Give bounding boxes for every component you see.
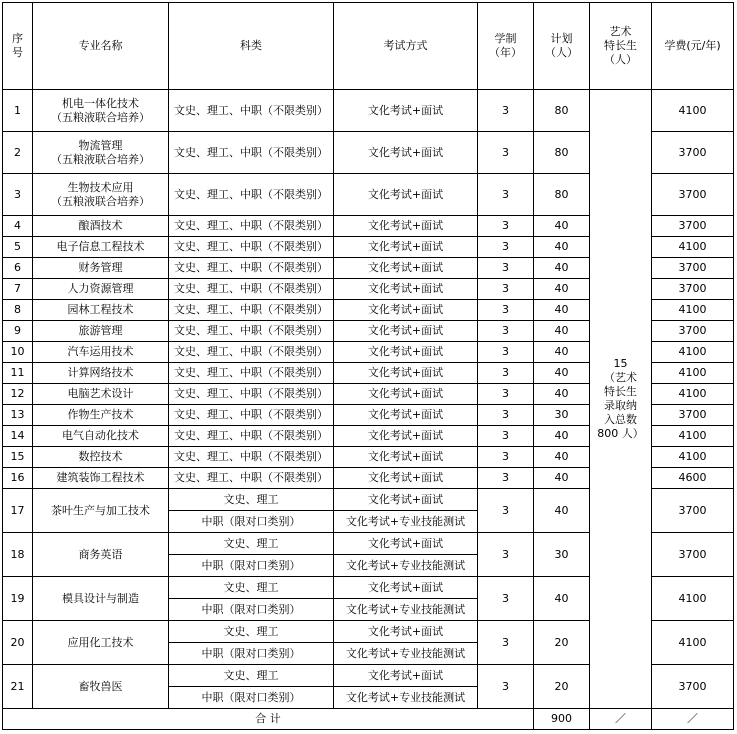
exam-method-cell: 文化考试+面试	[334, 132, 478, 174]
exam-method-cell: 文化考试+专业技能测试	[334, 555, 478, 577]
major-name: 应用化工技术	[33, 621, 169, 665]
exam-method-cell: 文化考试+面试	[334, 279, 478, 300]
plan-cell: 40	[534, 279, 590, 300]
tuition-cell: 3700	[652, 132, 734, 174]
tuition-cell: 4100	[652, 300, 734, 321]
exam-method-cell: 文化考试+面试	[334, 405, 478, 426]
category-cell: 文史、理工、中职（不限类别）	[169, 363, 334, 384]
exam-method-cell: 文化考试+面试	[334, 363, 478, 384]
plan-cell: 80	[534, 90, 590, 132]
years-cell: 3	[478, 621, 534, 665]
years-cell: 3	[478, 90, 534, 132]
tuition-cell: 3700	[652, 489, 734, 533]
exam-method-cell: 文化考试+面试	[334, 665, 478, 687]
major-name: 茶叶生产与加工技术	[33, 489, 169, 533]
plan-cell: 40	[534, 384, 590, 405]
category-cell: 文史、理工、中职（不限类别）	[169, 468, 334, 489]
row-no: 14	[3, 426, 33, 447]
major-name: 汽车运用技术	[33, 342, 169, 363]
category-cell: 文史、理工、中职（不限类别）	[169, 300, 334, 321]
major-name: 生物技术应用 （五粮液联合培养）	[33, 174, 169, 216]
major-name: 电气自动化技术	[33, 426, 169, 447]
tuition-cell: 3700	[652, 279, 734, 300]
major-name: 畜牧兽医	[33, 665, 169, 709]
major-name: 园林工程技术	[33, 300, 169, 321]
plan-cell: 30	[534, 533, 590, 577]
category-cell: 文史、理工、中职（不限类别）	[169, 384, 334, 405]
row-no: 16	[3, 468, 33, 489]
category-cell: 中职（限对口类别）	[169, 511, 334, 533]
years-cell: 3	[478, 533, 534, 577]
row-no: 21	[3, 665, 33, 709]
category-cell: 文史、理工、中职（不限类别）	[169, 426, 334, 447]
major-name: 作物生产技术	[33, 405, 169, 426]
table-row	[3, 90, 734, 132]
exam-method-cell: 文化考试+专业技能测试	[334, 643, 478, 665]
art-students-note: 15 （艺术 特长生 录取纳 入总数 800 人）	[590, 90, 652, 709]
tuition-cell: 4100	[652, 384, 734, 405]
exam-method-cell: 文化考试+面试	[334, 258, 478, 279]
row-no: 10	[3, 342, 33, 363]
header-no: 序 号	[3, 3, 33, 90]
years-cell: 3	[478, 665, 534, 709]
category-cell: 文史、理工	[169, 489, 334, 511]
row-no: 13	[3, 405, 33, 426]
plan-cell: 80	[534, 132, 590, 174]
category-cell: 文史、理工	[169, 577, 334, 599]
row-no: 11	[3, 363, 33, 384]
major-name: 数控技术	[33, 447, 169, 468]
category-cell: 中职（限对口类别）	[169, 687, 334, 709]
header-years: 学制 （年）	[478, 3, 534, 90]
row-no: 2	[3, 132, 33, 174]
row-no: 20	[3, 621, 33, 665]
major-name: 财务管理	[33, 258, 169, 279]
header-exam-method: 考试方式	[334, 3, 478, 90]
plan-cell: 40	[534, 321, 590, 342]
major-name: 物流管理 （五粮液联合培养）	[33, 132, 169, 174]
years-cell: 3	[478, 279, 534, 300]
plan-cell: 20	[534, 665, 590, 709]
category-cell: 文史、理工、中职（不限类别）	[169, 447, 334, 468]
category-cell: 文史、理工、中职（不限类别）	[169, 237, 334, 258]
plan-cell: 40	[534, 342, 590, 363]
row-no: 1	[3, 90, 33, 132]
exam-method-cell: 文化考试+面试	[334, 174, 478, 216]
tuition-cell: 4100	[652, 426, 734, 447]
exam-method-cell: 文化考试+面试	[334, 384, 478, 405]
tuition-cell: 4600	[652, 468, 734, 489]
row-no: 4	[3, 216, 33, 237]
major-name: 电子信息工程技术	[33, 237, 169, 258]
years-cell: 3	[478, 342, 534, 363]
enrollment-plan-table	[2, 2, 734, 730]
row-no: 18	[3, 533, 33, 577]
category-cell: 文史、理工、中职（不限类别）	[169, 321, 334, 342]
category-cell: 文史、理工、中职（不限类别）	[169, 174, 334, 216]
plan-cell: 40	[534, 237, 590, 258]
category-cell: 文史、理工	[169, 621, 334, 643]
category-cell: 文史、理工、中职（不限类别）	[169, 132, 334, 174]
header-plan: 计划 （人）	[534, 3, 590, 90]
plan-cell: 40	[534, 489, 590, 533]
tuition-cell: 4100	[652, 577, 734, 621]
exam-method-cell: 文化考试+面试	[334, 621, 478, 643]
exam-method-cell: 文化考试+面试	[334, 447, 478, 468]
plan-cell: 40	[534, 363, 590, 384]
category-cell: 中职（限对口类别）	[169, 555, 334, 577]
header-category: 科类	[169, 3, 334, 90]
row-no: 3	[3, 174, 33, 216]
exam-method-cell: 文化考试+面试	[334, 216, 478, 237]
row-no: 17	[3, 489, 33, 533]
exam-method-cell: 文化考试+面试	[334, 321, 478, 342]
years-cell: 3	[478, 132, 534, 174]
plan-cell: 40	[534, 300, 590, 321]
header-tuition: 学费(元/年)	[652, 3, 734, 90]
header-row	[3, 3, 734, 90]
exam-method-cell: 文化考试+专业技能测试	[334, 687, 478, 709]
plan-cell: 40	[534, 216, 590, 237]
row-no: 9	[3, 321, 33, 342]
plan-cell: 40	[534, 577, 590, 621]
header-major-name: 专业名称	[33, 3, 169, 90]
row-no: 5	[3, 237, 33, 258]
years-cell: 3	[478, 321, 534, 342]
years-cell: 3	[478, 363, 534, 384]
exam-method-cell: 文化考试+面试	[334, 342, 478, 363]
tuition-cell: 3700	[652, 665, 734, 709]
years-cell: 3	[478, 405, 534, 426]
major-name: 商务英语	[33, 533, 169, 577]
plan-cell: 40	[534, 447, 590, 468]
years-cell: 3	[478, 384, 534, 405]
plan-cell: 30	[534, 405, 590, 426]
tuition-cell: 4100	[652, 342, 734, 363]
major-name: 酿酒技术	[33, 216, 169, 237]
years-cell: 3	[478, 237, 534, 258]
tuition-cell: 3700	[652, 174, 734, 216]
years-cell: 3	[478, 300, 534, 321]
row-no: 19	[3, 577, 33, 621]
exam-method-cell: 文化考试+专业技能测试	[334, 599, 478, 621]
tuition-cell: 3700	[652, 216, 734, 237]
major-name: 人力资源管理	[33, 279, 169, 300]
category-cell: 文史、理工、中职（不限类别）	[169, 279, 334, 300]
exam-method-cell: 文化考试+面试	[334, 577, 478, 599]
row-no: 8	[3, 300, 33, 321]
major-name: 模具设计与制造	[33, 577, 169, 621]
tuition-cell: 4100	[652, 90, 734, 132]
major-name: 旅游管理	[33, 321, 169, 342]
plan-cell: 20	[534, 621, 590, 665]
category-cell: 中职（限对口类别）	[169, 643, 334, 665]
major-name: 电脑艺术设计	[33, 384, 169, 405]
exam-method-cell: 文化考试+面试	[334, 237, 478, 258]
total-art: ／	[590, 709, 652, 730]
tuition-cell: 4100	[652, 447, 734, 468]
category-cell: 文史、理工、中职（不限类别）	[169, 90, 334, 132]
years-cell: 3	[478, 447, 534, 468]
total-row	[3, 709, 734, 730]
exam-method-cell: 文化考试+面试	[334, 468, 478, 489]
major-name: 机电一体化技术 （五粮液联合培养）	[33, 90, 169, 132]
tuition-cell: 4100	[652, 621, 734, 665]
exam-method-cell: 文化考试+面试	[334, 300, 478, 321]
total-tuition: ／	[652, 709, 734, 730]
category-cell: 文史、理工、中职（不限类别）	[169, 405, 334, 426]
category-cell: 文史、理工	[169, 665, 334, 687]
years-cell: 3	[478, 258, 534, 279]
plan-cell: 80	[534, 174, 590, 216]
row-no: 7	[3, 279, 33, 300]
years-cell: 3	[478, 426, 534, 447]
tuition-cell: 4100	[652, 237, 734, 258]
exam-method-cell: 文化考试+面试	[334, 90, 478, 132]
tuition-cell: 3700	[652, 405, 734, 426]
major-name: 计算网络技术	[33, 363, 169, 384]
plan-cell: 40	[534, 426, 590, 447]
total-label: 合 计	[3, 709, 534, 730]
exam-method-cell: 文化考试+专业技能测试	[334, 511, 478, 533]
category-cell: 文史、理工、中职（不限类别）	[169, 258, 334, 279]
years-cell: 3	[478, 489, 534, 533]
category-cell: 文史、理工、中职（不限类别）	[169, 216, 334, 237]
tuition-cell: 3700	[652, 258, 734, 279]
years-cell: 3	[478, 468, 534, 489]
tuition-cell: 3700	[652, 321, 734, 342]
row-no: 12	[3, 384, 33, 405]
header-art-students: 艺术 特长生 （人）	[590, 3, 652, 90]
total-plan: 900	[534, 709, 590, 730]
plan-cell: 40	[534, 258, 590, 279]
row-no: 6	[3, 258, 33, 279]
category-cell: 文史、理工、中职（不限类别）	[169, 342, 334, 363]
years-cell: 3	[478, 216, 534, 237]
tuition-cell: 3700	[652, 533, 734, 577]
category-cell: 中职（限对口类别）	[169, 599, 334, 621]
major-name: 建筑装饰工程技术	[33, 468, 169, 489]
category-cell: 文史、理工	[169, 533, 334, 555]
years-cell: 3	[478, 577, 534, 621]
plan-cell: 40	[534, 468, 590, 489]
exam-method-cell: 文化考试+面试	[334, 489, 478, 511]
row-no: 15	[3, 447, 33, 468]
table-body	[3, 90, 734, 730]
tuition-cell: 4100	[652, 363, 734, 384]
exam-method-cell: 文化考试+面试	[334, 533, 478, 555]
exam-method-cell: 文化考试+面试	[334, 426, 478, 447]
years-cell: 3	[478, 174, 534, 216]
